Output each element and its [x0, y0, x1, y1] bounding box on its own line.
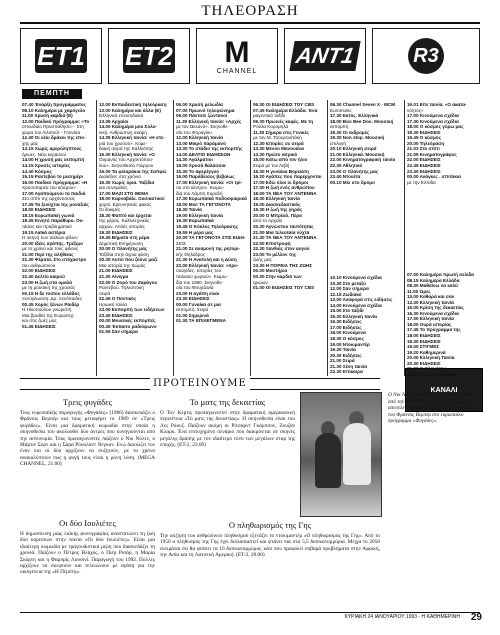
channel-listing-7 [330, 275, 402, 375]
listing-line: 17.45 Το πρόγραμμα της [407, 327, 461, 333]
listing-line: 17.00 Ελληνική ταινία: «Οι τρί- [176, 179, 243, 185]
listing-line: 11.30 Ελληνική ταινία: «Αρχές [176, 118, 242, 124]
listing-line: 11.00 Χρυσή καρδιά (Ε) [22, 113, 73, 119]
listing-line: 21.05 Κινηματογράφος [407, 151, 457, 157]
listing-line: τοι στο κέντρο». Κωμω- [176, 185, 225, 191]
listing-line: 15.00 Χρυσά θαλάσσια [176, 163, 226, 169]
listing-line: 22.30 Αθλητικό [330, 163, 363, 169]
listing-line: 18.30 Ελληνική ταινία [253, 196, 300, 202]
kanali-logo: ΚΑΝΑΛΙ [405, 368, 483, 412]
masthead-rule [20, 22, 480, 24]
listing-line: 15.30 Ελληνική ταινία: «Ο [99, 151, 155, 157]
listing-line: 19.15 Λαϊκά αστέρια [22, 229, 66, 235]
listing-line: 21.00 Ο πλανήτης [407, 366, 446, 372]
listing-line: Χρυσοπαρέα του κόσμου» [22, 185, 76, 191]
listing-line: 14.40 Κόσμος [22, 168, 52, 174]
listing-line: 22.45 Ο Ποντικός [99, 296, 137, 302]
listing-line: 16.20 Αγάπες που παρέρχονται [253, 174, 322, 180]
photo-caption: Ο Νικ Νόλτε και ο Μάρτιν Σορτ σε σκηνή από την περιπέτεια «Τρεις φυγάδες», που αποτελεί διασκευή της γαλλικής κωμωδίας του Φράνσις Βεμπέρ στο ευρωπαϊκό πρόγραμμα «Φυγάδες». [388, 392, 477, 425]
photo-figure [315, 433, 341, 488]
listing-line: τάσεις και προβληματικό [22, 224, 72, 230]
listing-line: 17.00 Ελληνική ταινία [407, 316, 454, 322]
listing-line: 18.30 Ταινία [176, 207, 202, 213]
listing-line: 23.00 Εκπομπή των ειδήσεων [99, 307, 165, 313]
listing-line: 15.15 Ραντεβού το μεσημέρι [22, 174, 83, 180]
listing-line: 18.00 Ουρά ιστορίας [407, 321, 452, 327]
listing-line: 15.30 Ελληνική ταινία [330, 313, 377, 319]
listing-line: 21.00 ΕΙΔΗΣΕΙΣ [99, 268, 133, 274]
listing-line: 06.30 ΟΙ ΕΙΔΗΣΕΙΣ ΤΟΥ CBS [253, 102, 315, 107]
listing-line: 17.30 Η ζωή ενός ανθρώπου [253, 185, 315, 191]
listing-line: δία του 1960. Σκηνοθε- [176, 279, 224, 285]
channel-listing-3 [176, 102, 248, 378]
column-divider [173, 100, 174, 376]
listing-line: 19.45 Βήματα στη μέρα [99, 235, 150, 241]
footer-dateline: ΚΥΡΙΑΚΗ 24 ΙΑΝΟΥΑΡΙΟΥ 1993 - Η ΚΑΘΗΜΕΡΙΝΗ [344, 614, 460, 620]
listing-line: 11.30 Σήμερα στις Γενικές [253, 129, 309, 135]
listing-line: 20.00 Ιδέες αγάπης. Τρέξιμο [22, 240, 83, 246]
listing-line: 13.35 Αρχαίοι [99, 118, 129, 124]
article-title: Οι δύο Ιουλιέτες [59, 518, 116, 528]
listing-line: 23.40 Ντουέτα [330, 174, 361, 180]
listing-line: 16.00 Τα φιλαράκια της Σαπφώ [99, 168, 167, 174]
listing-line: 19.30 Ταινία [330, 347, 356, 353]
listing-line: 21.00 Ελληνικά. Μουσική [330, 151, 385, 157]
listing-line: 17.00 ΜΑΖΙ ΣΤΟ ΘΕΜΑ [99, 190, 149, 196]
listing-line: 17.30 Κινούμενα σχέδια [407, 118, 459, 124]
day-label: ΠΕΜΠΤΗ [22, 89, 82, 99]
listing-line: 23.30 Η ΠΟΡΕΙΑ ΤΗΣ ΖΩΗΣ [253, 262, 312, 268]
listing-line: 16.00 Παράδεισος βεβαίως [176, 174, 235, 180]
listing-line: 22.30 Ξανθιάς στον αυγού [253, 246, 310, 252]
listing-line: 21.30 Αίνιγμα [99, 273, 129, 279]
listing-line: 22.00 Επιστροφή [253, 240, 291, 246]
footer-rule [20, 612, 480, 613]
listing-line: 17.00 Κινούμενα σχέδια [407, 113, 459, 119]
ert1-logo-mark: ET1 [35, 39, 87, 73]
listing-line: 00.00 Ανάγκες . σπιτάκια [407, 174, 461, 180]
listing-line: 16.01 Είτε ταινία. «Ο ακατα- [407, 102, 467, 107]
channel-listing-1 [22, 102, 94, 378]
ert2-logo-mark: ET2 [123, 39, 175, 73]
listing-line: 19.45 Ο Κύκλος Τηλεόρασης [176, 224, 238, 230]
listing-line: Δημοτική Ενημέρωση [99, 240, 143, 246]
listing-line: 12.15 Ζωδιακό [330, 291, 362, 297]
listing-line: 19.00 ΣΤΙΓΜΕΣ [407, 344, 440, 350]
listing-line: 13.30 Το στάδιο της εκπομπής [176, 146, 243, 152]
listing-line: κής Θηλύδρος [176, 251, 206, 257]
listing-line: 20.10 Ελληνική σειρά [330, 146, 377, 152]
listing-line: λου». Σκηνοθεσία Γιώργου [99, 163, 154, 169]
listing-line: 14.30 Αγαλμάτιοι [176, 157, 213, 163]
listing-line: ηρώων [253, 279, 268, 285]
listing-line: 18.00 ΕΙΔΗΣΕΙΣ [407, 333, 441, 339]
listing-line: Στο σπίτι της αρχόντισσας [22, 196, 75, 202]
listing-line: Ελληνικό επεισοδιακό [99, 113, 144, 119]
article-title: Το ματς της δεκαετίας [189, 397, 266, 407]
listing-line: 22.45 ΕΙΔΗΣΕΙΣ [407, 163, 441, 169]
photo-figure [343, 423, 371, 485]
listing-line: 19.00 Ντοκιμαντέρ [330, 341, 370, 347]
listing-line: της μέρας. Καλλιτεχνικός [99, 218, 150, 224]
listing-line: 14.35 Ελληνική ταινία: «Η στε- [99, 135, 165, 141]
listing-line: 17.45 Τα ξενύχτια της μοναξιάς [22, 201, 89, 207]
listing-line: 19.20 Καθημερινά [407, 349, 446, 355]
listing-line: 08.30 Μαθαίνω να καλύ [407, 283, 458, 289]
listing-line: 09.30 Πρωινές καφές. Με τη [253, 118, 314, 124]
listing-line: 19.00 Ελληνική ταινία [176, 212, 223, 218]
listing-line: 01.45 ΕΙΔΗΣΕΙΣ [22, 323, 56, 329]
listing-line: 00.00 Μυστήρια [253, 268, 288, 274]
article-title: Τρεις φυγάδες [62, 397, 113, 407]
mega-logo-sub: CHANNEL [216, 67, 258, 75]
listing-line: 15.00 Κάτω από τον ήλιο [253, 157, 308, 163]
listing-line: 07.45 Καλημέρα Ελλάδα. Ένα [253, 107, 318, 113]
listing-line: 19.30 Non stop. Μουσική [330, 135, 385, 141]
listing-line: ήρωες. Νέοι κεραυνοί [22, 151, 66, 157]
listing-line: 18.00 Κινούμενα [330, 330, 366, 336]
listing-line: 01.30 ΤΑ ΕΠΙΛΕΓΜΕΝΑ [176, 318, 226, 324]
listing-line: 16.30 Ειδήσεις [330, 319, 362, 325]
listing-line: 17.30 Ευρωπαϊκά ποδοσφαιρικά [176, 196, 247, 202]
mega-channel-logo [196, 28, 278, 84]
article-body: Την αύξηση του ανθρώπινου πληθυσμού εξετάζει το ντοκιμαντέρ «Ο πληθωρισμός της Γης». Από το 1950 ο πληθυσμός της Γης έχει διπλασιαστεί και φτάνει πια στα 5,5 δισεκατομμύρια. Μέχρι το 2050 εκτιμάται ότι θα φτάσει τα 10 δισεκατομμύρια, κάτι που προκαλεί σοβαρά προβλήματα στην Αφρική, την Ασία και τη Λατινική Αμερική. (ΕΤ-2, 20.00) [160, 533, 380, 559]
recommend-heading: ΠΡΟΤΕΙΝΟΥΜΕ [150, 378, 250, 390]
listing-line: με τον Ωκεανό». Σκηνοθε- [176, 124, 229, 130]
listing-line: 22.00 ΕΙΔΗΣΕΙΣ [22, 268, 56, 274]
listing-line: 18.30 Ο κόσμος [330, 336, 364, 342]
listing-line: 21.00 Περί της αλήθειας [22, 251, 74, 257]
column-divider [327, 100, 328, 376]
listing-line: ριά του χρυσού». Κομε- [99, 140, 147, 146]
listing-line: εκπομπή [330, 124, 349, 130]
listing-line: 21.30 Ξένη ταινία [330, 363, 368, 369]
listing-line: 17.00 Αγαπούμενοι τα παιδιά [22, 190, 86, 196]
listing-line: 23.00 Ο πλανήτης μας [330, 168, 379, 174]
listing-line: 18.00 ΤΑ ΝΕΑ ΤΟΥ ΑΝΤΕΝΝΑ [253, 190, 317, 196]
listing-line: 21.30 Ψέματα. Στο στόχαστρο [22, 257, 87, 263]
listing-line: 09.00 Πάντοτε ζωντανοί [176, 113, 228, 119]
listing-line: 13.00 Αναφορά στις ειδήσεις [330, 297, 393, 303]
listing-line: σαυγίδες. Ιστορίες του [176, 268, 222, 274]
listing-line: επιλογή [330, 140, 346, 146]
column-divider [96, 100, 97, 376]
channel-listing-6 [407, 102, 481, 192]
listing-line: 01.00 Σημερινά [176, 312, 209, 318]
listing-line: με τον Μ. Τσουρουπάκη [253, 135, 302, 141]
listing-line: 21.03 Στο σπίτι [407, 146, 440, 152]
listing-line: 18.45 Κινητό παράθυρο. Ου- [22, 218, 84, 224]
channel-listing-8 [407, 272, 481, 376]
listing-line: 07.40 Έναρξη προγράμματος [22, 102, 86, 107]
listing-line: Ραντεβού. Τηλεοπτική [99, 285, 144, 291]
listing-line: Οι δοκιμές [99, 207, 121, 213]
listing-line: 14.00 Καλημέρα μου Σολο- [99, 124, 157, 130]
listing-line: 20.00 Ελληνική Ταινία [407, 355, 455, 361]
listing-line: νόητος» [407, 107, 424, 113]
listing-line: 23.40 ΕΙΔΗΣΕΙΣ [407, 168, 441, 174]
listing-line: Euromusic [330, 107, 352, 113]
listing-line: 15.00 Κρίση της δεκαετίας [407, 305, 464, 311]
channel-logo-strip [20, 26, 480, 88]
listing-line: 18.15 Ευρωπαϊκή γωνιά [22, 212, 75, 218]
listing-line: 18.30 Φαπτό και έρχεται [99, 212, 152, 218]
listing-line: παλαιού χωριού». Κωμω- [176, 273, 229, 279]
listing-line: 21.00 Σειρά [330, 358, 355, 364]
listing-line: 14.00 ΔΕΛΤΙΟ ΕΙΔΗΣΕΩΝ [176, 151, 231, 157]
channel-listing-5 [330, 102, 402, 192]
listing-line: χοροί. Ερευνητικός φακός [99, 201, 152, 207]
listing-line: και συνομιλίες [99, 185, 128, 191]
listing-line: 21.30 ΤΑ ΝΕΑ ΤΟΥ ΑΝΤΕΝΝΑ [253, 235, 317, 241]
listing-line: ζωής μας [253, 257, 272, 263]
listing-line: 22.00 ΕΙΔΗΣΕΙΣ [407, 157, 441, 163]
listing-line: Ουρανός του Αρχοντόπου- [99, 157, 154, 163]
listing-line: 18.30 ΕΙΔΗΣΕΙΣ [407, 338, 441, 344]
listing-line: Η Ηλιοπούλου γνωριστή [22, 307, 72, 313]
listing-line: 11.00 Ώρες [407, 288, 431, 294]
listing-line: 16.30 Κινούμενα σχέδια [407, 310, 459, 316]
listing-line: από το Αρχαίο [253, 218, 283, 224]
listing-line: 14.00 Η χρυσή μας εκπομπή [22, 157, 85, 163]
listing-line: 18.00 ΕΙΔΗΣΕΙΣ [22, 207, 56, 213]
listing-line: 14.15 Χρυσές ιστορίες [22, 163, 71, 169]
listing-line: 12.00 Παιδικό πρόγραμμα: «Το [22, 118, 90, 124]
ert2-logo [108, 28, 190, 84]
mega-logo-mark: M [224, 35, 250, 69]
listing-line: αρχών. Απλές ιστορίες [99, 224, 145, 230]
listing-line: 13.00 Μικρό Χαράμανο [176, 140, 226, 146]
article-body: Ο Τον Κέρτις πρωταγωνιστεί στην δραματική αμερικανική περιπέτεια «Το ματς της δεκαετίας». Η σκηνοθεσία είναι του Λες Ρόουζ. Παίζουν ακόμη οι Ρίτσαρντ Γκάμπσον, Ζουζάν Κλαρκ. Ένα επιτυχημένο σενάριο που διακρίνεται σε σκηνές μεγάλης δράσης με τον ιδιαίτερο τόνο των μεγάλων σταρ της εποχής. (ΕΤ-2, 23.00) [160, 410, 295, 449]
channel-listing-2 [99, 102, 171, 378]
listing-line: 13.30 Μενού Μανουάνα [253, 146, 304, 152]
listing-line: 20.00 ΤΑ ΓΕΓΟΝΟΤΑ ΣΤΙΣ ΕΙΔΗ- [176, 235, 246, 241]
listing-line: 15.30 Το αφερέγγυο [176, 168, 220, 174]
listing-line: 12.00 Ελληνική ταινία [176, 135, 223, 141]
listing-line: 07.00 Καλημέρα πρωτή σελίδα [407, 272, 475, 277]
listing-line: ΣΕΙΣ [176, 240, 187, 246]
listing-line: με την Ελπίδα [407, 179, 436, 185]
section-masthead: ΤΗΛΕΟΡΑΣΗ [201, 3, 299, 19]
listing-line: Μια ιστορία της Χώρας [99, 262, 146, 268]
listing-line: σία του Φουρζανία [176, 285, 214, 291]
listing-line: Ταξίδια στην άγρια φύση [99, 251, 149, 257]
listing-line: 21.30 Κινηματογράφος [407, 371, 457, 376]
listing-line: 18.30 Οι εκδρομές [330, 129, 370, 135]
listing-line: και στις ζωές μας [22, 318, 57, 324]
listing-line: 15.00 Στο ταξίδι [330, 308, 364, 314]
listing-line: διακή σειρά της Καλλιόπης [99, 146, 154, 152]
listing-line: 13.00 Καθαρά και σαν [407, 294, 455, 300]
listing-line: 20.00 Τηλεόραση [407, 140, 445, 146]
listing-line: Μια βραδιά της Ευρώπης [22, 312, 74, 318]
channel-listing-4 [253, 102, 325, 378]
listing-line: Η σκηνή των παλιών φίλων [22, 235, 78, 241]
listing-line: 10.10 Κινούμενα σχέδια [330, 275, 382, 280]
listing-line: 18.00 Ο κόσμος γύρω μας [407, 124, 464, 130]
listing-line: 12.30 Ιστορίες σε σειρά [253, 140, 304, 146]
listing-line: 22.30 Επίκαιρα [330, 369, 363, 375]
listing-line: 19.00 Διασκεδαστικός [253, 201, 301, 207]
listing-line: με τη μουσική της χρονιάς [22, 285, 75, 291]
listing-line: 19.30 Ευρωπαϊκά [176, 218, 214, 224]
listing-line: 13.00 Καλημέρα και άλλα (Ε) [99, 107, 161, 113]
listing-line: 00.00 Μουσικές εκπομπές [99, 318, 156, 324]
column-divider [250, 100, 251, 376]
listing-line: 21.00 Μια τελευταία νύχτα [253, 229, 310, 235]
listing-line: Διαλέξεις στα χρόνια [99, 174, 141, 180]
listing-line: μαγευτικό ταξίδι [253, 113, 286, 119]
listing-line: 20.30 Ειδήσεις [330, 352, 362, 358]
listing-line: 01.00 ΟΙ ΕΙΔΗΣΕΙΣ ΤΟΥ CBS [253, 285, 315, 291]
listing-line: χώρα του Λιλιπούτ - Γουνίσα [22, 129, 81, 135]
listing-line: 21.00 Σε αναμονή της ρητορι- [176, 246, 240, 252]
listing-line: 17.00 Εδώ όλοι οι δρόμοι [253, 179, 309, 185]
listing-line: σπουδαίο Προσπάθησε» - Στη [22, 124, 84, 130]
listing-line: νική. Ανθρώπινη σκέψη [99, 129, 147, 135]
listing-line: 19.45 Ο κόσμος [407, 135, 441, 141]
listing-line: 23.30 ΕΙΔΗΣΕΙΣ [176, 296, 210, 302]
listing-line: 19.55 Η μέρα μας [176, 229, 214, 235]
listing-line: 16.00 Παιδικό πρόγραμμα: «Η [22, 179, 88, 185]
listing-line: σία του Φοραγίου [176, 129, 212, 135]
listing-line: 00.45 Χορός ξένων Ραιδέρ [22, 301, 80, 307]
listing-line: χής μας [22, 140, 38, 146]
ant1-logo-mark: ANT1 [289, 41, 360, 71]
listing-line: 20.30 ΕΙΔΗΣΕΙΣ [407, 360, 441, 366]
listing-line: 16.30 Χωρίς όρια. Ταξίδια [99, 179, 155, 185]
listing-line: 14.30 Πρώτο ιατρικό [253, 151, 298, 157]
listing-line: 07.00 Πρωινό τηλεφώνημα [176, 107, 235, 113]
listing-line: 13.30 Ελληνική ταινία [407, 299, 454, 305]
listing-line: 08.15 Καλημέρα Ελλάδα [407, 277, 460, 283]
listing-line: 13.15 Χωρίς αμερόληπτους [22, 146, 82, 152]
listing-line: 20.00 Ο πλανήτης μας [99, 246, 148, 252]
listing-line: εκπομπή. Σειρά [176, 307, 209, 313]
listing-line: με το χρόνο και τους φίλους [22, 246, 79, 252]
scene-photo [300, 392, 382, 517]
listing-line: 23.00 Η ζωή στα ομαλά [22, 279, 73, 285]
listing-line: 18.00 Μινι ΤΑ ΓΕΓΟΝΟΤΑ [176, 201, 231, 207]
listing-line: Ξενόγλωσση. Δρ. Ξενόπαιδες [22, 296, 83, 302]
listing-line: 18.00 Καρναβάλι. Ουσιαστικοί [99, 196, 165, 202]
listing-line: 22.00 Ο Ζορό του Ζαράγου [99, 279, 158, 285]
listing-line: 12.00 Εκπαιδευτική τηλεόραση [99, 102, 167, 107]
article-body: Η δημοσίευση μιας λαϊκής φωτογραφίας αναστατώνει τη ζωή δύο κοριτσιών στην ταινία «Οι δύο Ιουλιέτες». Είναι μια ιδιαίτερη κωμωδία με τραγουδιστικά μέρη που διασκεδάζει τη χρονιά. Παίζουν ο Πέτρος Βλάχος, ο Πιέρ Ρισάρ, η Μαρία Σκόρτη και η Φαμπρίς Λουσινί. Παραγωγή του 1992. Πολλές αρχίζουν να σκεφτούν και τελειώνουν με αγάπη για την οικογένεια της «Η Πέμπτη». [20, 531, 155, 576]
listing-line: 00.45 Έκτακτο ραδιόφωνο [99, 323, 157, 329]
listing-line: 20.30 Αγνώστου ταυτότητας [253, 224, 314, 230]
listing-line: 20.00 Ο Μπρέαλ. Πέρα [253, 212, 302, 218]
listing-line: 23.00 Η αγάπη είναι [176, 290, 220, 296]
listing-line: του ανθρώπινου [22, 262, 56, 268]
listing-line: 23.40 ΕΙΔΗΣΕΙΣ [99, 312, 133, 318]
listing-line: 12.40 Οι νέοι δράκοι της επο- [22, 135, 86, 141]
listing-line: 15.30 Η γυναίκα Βορειάτη [253, 168, 309, 174]
listing-line: 22.00 Ελληνική ταινία: «Χρυ- [176, 262, 239, 268]
listing-line: 12.00 Σαν σήμερα [330, 286, 369, 292]
article-title: Ο πληθωρισμός της Γης [228, 520, 312, 530]
listing-line: 22.40 Δελτίο καιρού [22, 273, 65, 279]
listing-line: δία του Λάμπη Καραλή [176, 190, 223, 196]
listing-line: 00.00 Γυναίκα σε μια [176, 301, 221, 307]
listing-line: 00.15 Η δε τούτου ελλάδος [22, 290, 80, 296]
ant1-logo [284, 28, 366, 84]
article-body: Τους ευρωπαϊκής παραγωγής «Φυγάδες» (1986) διασκευάζει ο Φράνσις Βεμπέρ και τους μεταφέρει το 1989 σε «Τρεις φυγάδες». Είναι μια δραματική κωμωδία στην οποία η σκηνοθεσία του ακολουθεί δύο άντρες που κυνηγιούνται από την αστυνομία. Τους πρωταγωνιστές παίζουν ο Νικ Νόλτε, ο Μάρτιν Σορτ και η Σάρα Ρόουλαντ Νεγκαν. Ενώ διασώζει τον έναν και οι δύο αρχίζουν να συζητούν, με το χρόνο ανακαλύπτουν πως η φυγή τους είναι η μόνη λύση. (MEGA CHANNEL, 21.00) [20, 410, 155, 468]
listing-line: 10.30 Στο μεταξύ [330, 280, 366, 286]
listing-line: 22.00 Κινηματογραφική ταινία [330, 157, 396, 163]
r3-logo-mark: R3 [408, 38, 444, 74]
listing-line: Σειρά με τον Λεβή [253, 163, 290, 169]
listing-line: 17.00 Ειδήσεις [330, 324, 362, 330]
listing-line: 20.30 Αυτοί που ζούνε μαζί [99, 257, 158, 263]
listing-line: Ρούλα Κορομηλά [253, 124, 289, 130]
ert1-logo [20, 28, 102, 84]
listing-line: 17.30 Εκτός. Ελληνικά [330, 113, 379, 119]
listing-line: σειρά [99, 290, 111, 296]
listing-line: 23.00 Το μέλλον της [253, 251, 297, 257]
listing-line: 01.55 Σαν σήμερα [99, 329, 138, 335]
listing-line: 19.30 ΕΙΔΗΣΕΙΣ [407, 129, 441, 135]
listing-line: 08.10 Καλημέρα με χαμόγελο [22, 107, 86, 113]
listing-line: 21.30 Η Ανατολή και η Δύση [176, 257, 237, 263]
listing-line: 19.30 Η ζωή της γηράς [253, 207, 303, 213]
listing-line: 06.30 Channel Seven X - MCM [330, 102, 396, 107]
listing-line: 06.00 Χρυσή μελωδία [176, 102, 223, 107]
channel-r3-logo [372, 28, 480, 84]
page-number: 29 [470, 612, 482, 623]
listing-line: 18.00 Boo Bee Doo. Μουσική [330, 118, 394, 124]
listing-line: 00.30 Στην καρδιά των [253, 273, 302, 279]
listing-line: 00.10 Mix στο δρόμο [330, 179, 375, 185]
listing-line: Ηρωική ταινία [99, 301, 128, 307]
column-divider [404, 100, 405, 376]
listing-line: 14.00 Κινούμενα σχέδια [330, 302, 382, 308]
listing-line: 19.30 ΕΙΔΗΣΕΙΣ [99, 229, 133, 235]
